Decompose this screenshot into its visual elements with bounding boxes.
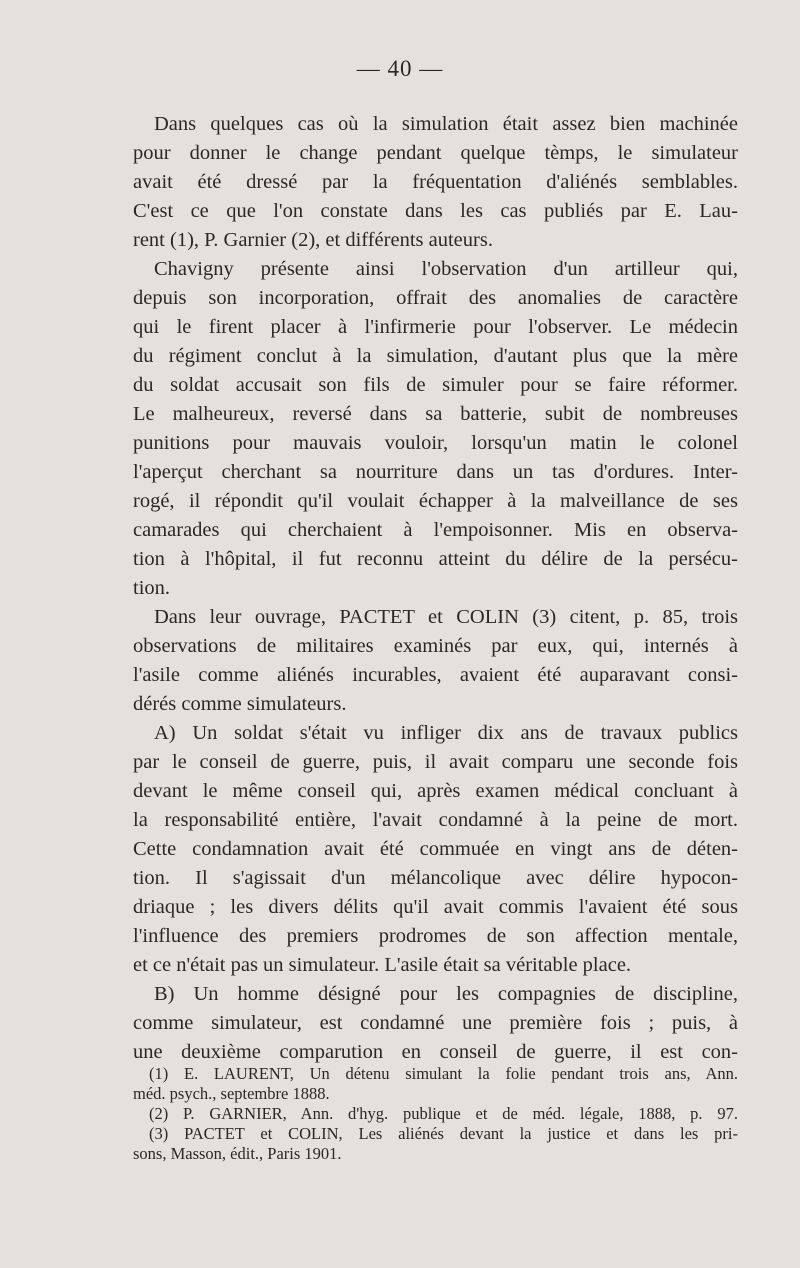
text-line: Cette condamnation avait été commuée en vingt ans de déten- (133, 838, 738, 860)
text-line: avait été dressé par la fréquentation d'aliénés semblables. (133, 171, 738, 193)
footnote-line: (3) PACTET et COLIN, Les aliénés devant la justice et dans les pri- (149, 1124, 738, 1143)
footnote-line: (1) E. LAURENT, Un détenu simulant la folie pendant trois ans, Ann. (149, 1064, 738, 1083)
text-line: camarades qui cherchaient à l'empoisonner. Mis en observa- (133, 519, 738, 541)
text-line: driaque ; les divers délits qu'il avait commis l'avaient été sous (133, 896, 738, 918)
text-line: du régiment conclut à la simulation, d'autant plus que la mère (133, 345, 738, 367)
text-line: tion. (133, 577, 171, 599)
text-line: comme simulateur, est condamné une première fois ; puis, à (133, 1012, 738, 1034)
text-line: Le malheureux, reversé dans sa batterie, subit de nombreuses (133, 403, 738, 425)
text-line: l'aperçut cherchant sa nourriture dans un tas d'ordures. Inter- (133, 461, 738, 483)
text-line: B) Un homme désigné pour les compagnies de discipline, (154, 983, 738, 1005)
text-line: une deuxième comparution en conseil de guerre, il est con- (133, 1041, 738, 1063)
text-line: rogé, il répondit qu'il voulait échapper à la malveillance de ses (133, 490, 738, 512)
text-line: du soldat accusait son fils de simuler pour se faire réformer. (133, 374, 738, 396)
text-line: l'asile comme aliénés incurables, avaient été auparavant consi- (133, 664, 738, 686)
text-line: et ce n'était pas un simulateur. L'asile était sa véritable place. (133, 954, 632, 976)
text-line: par le conseil de guerre, puis, il avait comparu une seconde fois (133, 751, 738, 773)
text-line: Dans quelques cas où la simulation était assez bien machinée (154, 113, 738, 135)
footnote-line: sons, Masson, édit., Paris 1901. (133, 1144, 342, 1163)
text-line: dérés comme simulateurs. (133, 693, 347, 715)
text-line: depuis son incorporation, offrait des anomalies de caractère (133, 287, 738, 309)
text-line: tion. Il s'agissait d'un mélancolique avec délire hypocon- (133, 867, 738, 889)
text-line: Chavigny présente ainsi l'observation d'un artilleur qui, (154, 258, 738, 280)
text-line: observations de militaires examinés par eux, qui, internés à (133, 635, 738, 657)
text-line: Dans leur ouvrage, PACTET et COLIN (3) citent, p. 85, trois (154, 606, 738, 628)
text-line: devant le même conseil qui, après examen médical concluant à (133, 780, 738, 802)
text-line: C'est ce que l'on constate dans les cas publiés par E. Lau- (133, 200, 738, 222)
text-line: punitions pour mauvais vouloir, lorsqu'un matin le colonel (133, 432, 738, 454)
text-line: qui le firent placer à l'infirmerie pour l'observer. Le médecin (133, 316, 738, 338)
page-number: — 40 — (356, 56, 444, 81)
footnote-line: (2) P. GARNIER, Ann. d'hyg. publique et de méd. légale, 1888, p. 97. (149, 1104, 738, 1123)
body-text (133, 110, 738, 1067)
text-line: rent (1), P. Garnier (2), et différents auteurs. (133, 229, 493, 251)
footnote-line: méd. psych., septembre 1888. (133, 1084, 330, 1103)
text-line: la responsabilité entière, l'avait condamné à la peine de mort. (133, 809, 738, 831)
text-line: tion à l'hôpital, il fut reconnu atteint du délire de la persécu- (133, 548, 738, 570)
footnotes (133, 1064, 738, 1164)
text-line: A) Un soldat s'était vu infliger dix ans de travaux publics (154, 722, 738, 744)
text-line: pour donner le change pendant quelque tèmps, le simulateur (133, 142, 738, 164)
text-line: l'influence des premiers prodromes de son affection mentale, (133, 925, 738, 947)
